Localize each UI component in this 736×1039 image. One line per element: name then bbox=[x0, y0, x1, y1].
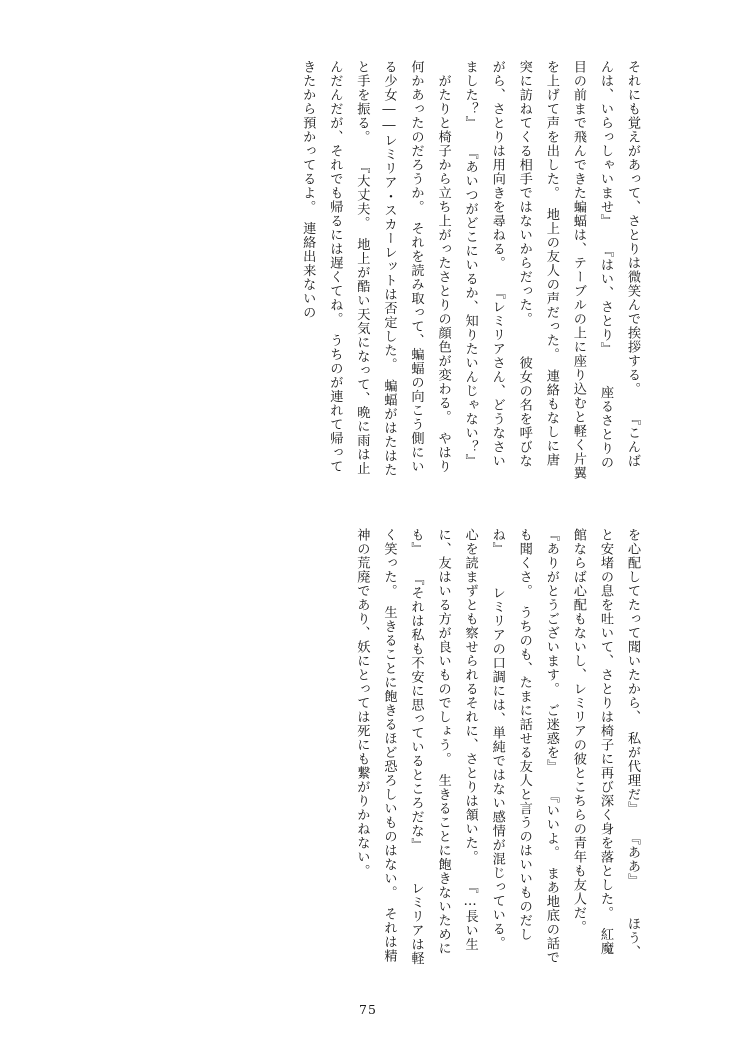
body-text-upper: それにも覚えがあって、さとりは微笑んで挨拶する。 『こんばんは、いらっしゃいませ』 『はい、さとり』 座るさとりの目の前まで飛んできた蝙蝠は、テーブルの上に座り込むと軽く片翼を上げて声を出した。 地上の友人の声だった。 連絡もなしに唐突に訪ねてくる相手ではないからだった。 彼女の名を呼びながら、さとりは用向きを尋ねる。 『レミリアさん、どうなさいました？』 『あいつがどこにいるか、知りたいんじゃない？』 がたりと椅子から立ち上がったさとりの顔色が変わる。 やはり何かあったのだろうか。 それを読み取って、蝙蝠の向こう側にいる少女――レミリア・スカーレットは否定した。 蝙蝠がはたはたと手を振る。 『大丈夫。 地上が酷い天気になって、晩に雨は止んだんだが、それでも帰るには遅くてね。 うちのが連れて帰ってきたから預かってるよ。 連絡出来ないの bbox=[300, 60, 640, 480]
page-number: 75 bbox=[359, 1002, 377, 1017]
body-text-lower: を心配してたって聞いたから、 私が代理だ』 『ああ』 ほう、と安堵の息を吐いて、さとりは椅子に再び深く身を落とした。 紅魔館ならば心配もないし、レミリアの彼とこちらの青年も友人だ。 『ありがとうございます。 ご迷惑を』 『いいよ。 まあ地底の話でも聞くさ。 うちのも、たまに話せる友人と言うのはいいものだしね』 レミリアの口調には、単純ではない感情が混じっている。 心を読まずとも察せられるそれに、さとりは頷いた。 『…長い生に、友はいる方が良いものでしょう。 生きることに飽きないためにも』 『それは私も不安に思っているところだな』 レミリアは軽く笑った。 生きることに飽きるほど恐ろしいものはない。 それは精神の荒廃であり、妖にとっては死にも繋がりかねない。 bbox=[354, 528, 640, 966]
